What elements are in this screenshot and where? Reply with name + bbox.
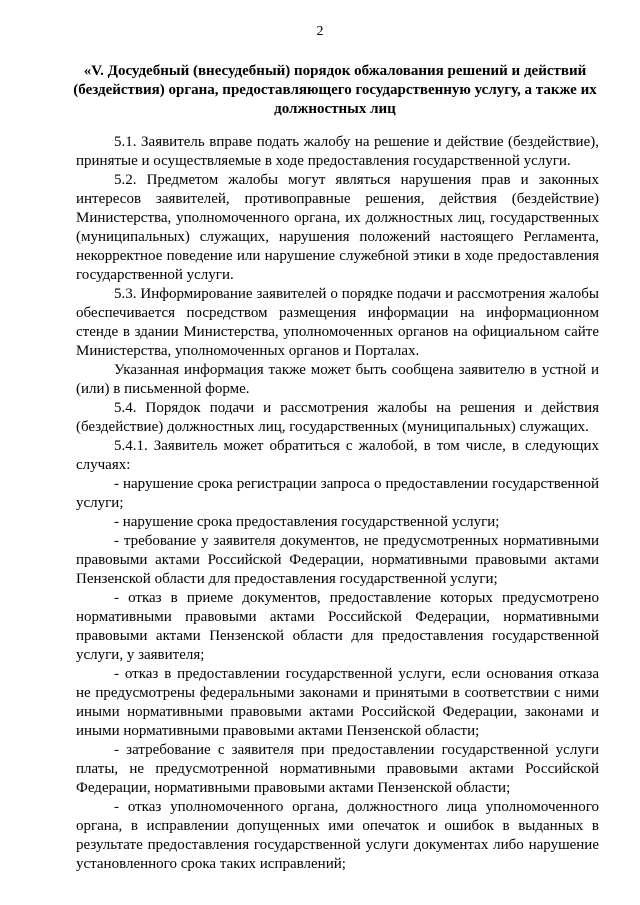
paragraph-5-4: 5.4. Порядок подачи и рассмотрения жалобы на решения и действия (бездействие) должностных лиц, государственных (муниципальных) служащих. bbox=[76, 400, 599, 435]
list-item: - отказ в приеме документов, предоставление которых предусмотрено нормативными правовыми актами Российской Федерации, нормативными правовыми актами Пензенской области для предоставления государственной услуги, у заявителя; bbox=[76, 590, 599, 663]
paragraph-5-3: 5.3. Информирование заявителей о порядке подачи и рассмотрения жалобы обеспечивается посредством размещения информации на информационном стенде в здании Министерства, уполномоченных органов на официальном сайте Министерства, уполномоченных органов и Порталах. bbox=[76, 286, 599, 359]
list-item: - отказ в предоставлении государственной услуги, если основания отказа не предусмотрены федеральными законами и принятыми в соответствии с ними иными нормативными правовыми актами Российской Федерации, законами и иными нормативными правовыми актами Пензенской области; bbox=[76, 666, 599, 739]
list-item: - требование у заявителя документов, не предусмотренных нормативными правовыми актами Российской Федерации, нормативными правовыми актами Пензенской области для предоставления государственной услуги; bbox=[76, 533, 599, 587]
list-item: - нарушение срока предоставления государственной услуги; bbox=[114, 514, 500, 530]
list-item: - затребование с заявителя при предоставлении государственной услуги платы, не предусмотренной нормативными правовыми актами Российской Федерации, нормативными правовыми актами Пензенской области; bbox=[76, 742, 599, 796]
section-title: «V. Досудебный (внесудебный) порядок обжалования решений и действий (бездействия) органа, предоставляющего государственную услугу, а также их должностных лиц bbox=[73, 63, 597, 117]
paragraph-5-1: 5.1. Заявитель вправе подать жалобу на решение и действие (бездействие), принятые и осуществляемые в ходе предоставления государственной услуги. bbox=[76, 134, 599, 169]
list-item: - отказ уполномоченного органа, должностного лица уполномоченного органа, в исправлении допущенных ими опечаток и ошибок в выданных в результате предоставления государственной услуги документах либо нарушение установленного срока таких исправлений; bbox=[76, 799, 599, 872]
paragraph-5-4-1: 5.4.1. Заявитель может обратиться с жалобой, в том числе, в следующих случаях: bbox=[76, 438, 599, 473]
list-item: - нарушение срока регистрации запроса о предоставлении государственной услуги; bbox=[76, 476, 599, 511]
page-number: 2 bbox=[316, 24, 324, 39]
paragraph-info-note: Указанная информация также может быть сообщена заявителю в устной и (или) в письменной форме. bbox=[76, 362, 599, 397]
paragraph-5-2: 5.2. Предметом жалобы могут являться нарушения прав и законных интересов заявителей, противоправные решения, действия (бездействие) Министерства, уполномоченного органа, их должностных лиц, государственных (муниципальных) служащих, нарушения положений настоящего Регламента, некорректное поведение или нарушение служебной этики в ходе предоставления государственной услуги. bbox=[76, 172, 599, 283]
document-body bbox=[76, 133, 599, 874]
